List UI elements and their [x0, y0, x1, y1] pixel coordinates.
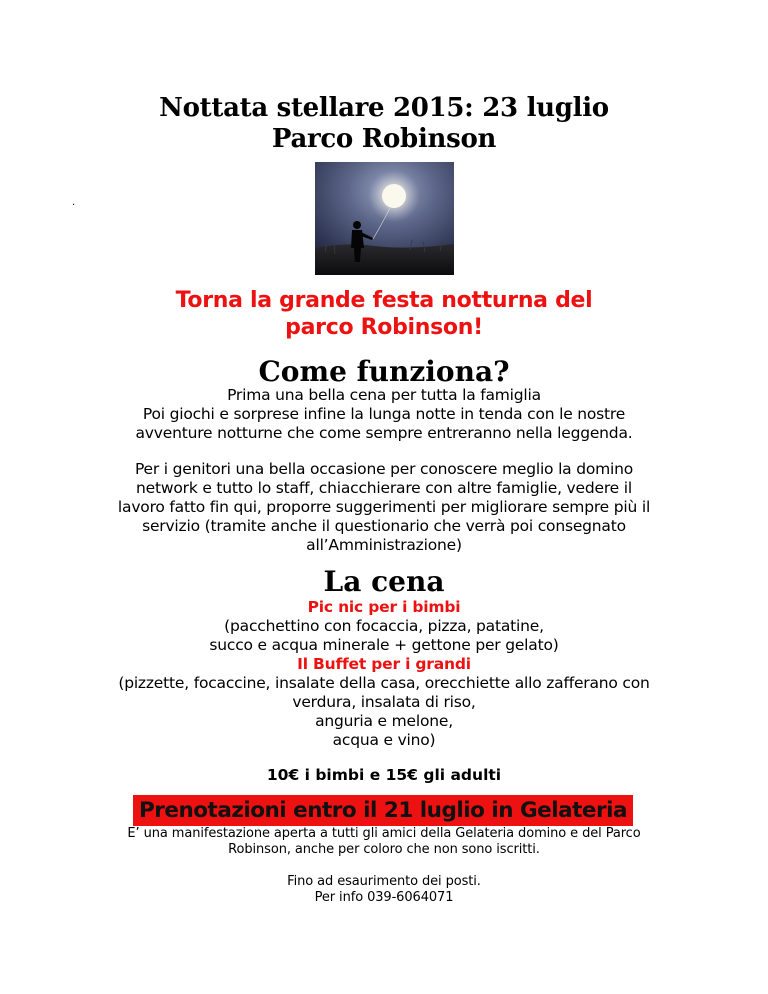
adults-menu-line-2: verdura, insalata di riso, — [292, 693, 476, 711]
parents-line-3: lavoro fatto fin qui, proporre suggerimenti per migliorare sempre più il — [117, 498, 651, 516]
open-event-line-1: E’ una manifestazione aperta a tutti gli amici della Gelateria domino e del Parco — [127, 826, 641, 841]
page-title-line2: Parco Robinson — [271, 124, 497, 154]
page-title-line1: Nottata stellare 2015: 23 luglio — [159, 93, 609, 123]
kids-menu-title: Pic nic per i bimbi — [307, 598, 461, 616]
parents-line-1: Per i genitori una bella occasione per conoscere meglio la domino — [134, 460, 634, 478]
how-line-3: avventure notturne che come sempre entreranno nella leggenda. — [135, 424, 633, 442]
booking-banner: Prenotazioni entro il 21 luglio in Gelateria — [133, 795, 633, 826]
how-line-2: Poi giochi e sorprese infine la lunga notte in tenda con le nostre — [142, 405, 626, 423]
price-line: 10€ i bimbi e 15€ gli adulti — [266, 766, 502, 784]
parents-line-4: servizio (tramite anche il questionario che verrà poi consegnato — [142, 517, 626, 535]
section-heading-dinner: La cena — [323, 565, 445, 598]
parents-line-5: all’Amministrazione) — [306, 536, 462, 554]
headline-line2: parco Robinson! — [285, 315, 483, 340]
info-phone: Per info 039-6064071 — [314, 890, 454, 905]
how-line-1: Prima una bella cena per tutta la famiglia — [227, 386, 541, 404]
adults-menu-title: Il Buffet per i grandi — [297, 655, 471, 673]
night-moon-photo-icon — [315, 162, 454, 275]
availability-note: Fino ad esaurimento dei posti. — [287, 874, 481, 889]
section-heading-how: Come funziona? — [258, 355, 510, 388]
kids-menu-line-2: succo e acqua minerale + gettone per gelato) — [209, 636, 559, 654]
headline-line1: Torna la grande festa notturna del — [175, 288, 593, 313]
adults-menu-line-3: anguria e melone, — [315, 712, 453, 730]
kids-menu-line-1: (pacchettino con focaccia, pizza, patatine, — [224, 617, 544, 635]
adults-menu-line-1: (pizzette, focaccine, insalate della casa, orecchiette allo zafferano con — [118, 674, 650, 692]
adults-menu-line-4: acqua e vino) — [332, 731, 436, 749]
open-event-line-2: Robinson, anche per coloro che non sono iscritti. — [228, 842, 540, 857]
parents-line-2: network e tutto lo staff, chiacchierare con altre famiglie, vedere il — [136, 479, 632, 497]
stray-mark: . — [72, 197, 76, 208]
